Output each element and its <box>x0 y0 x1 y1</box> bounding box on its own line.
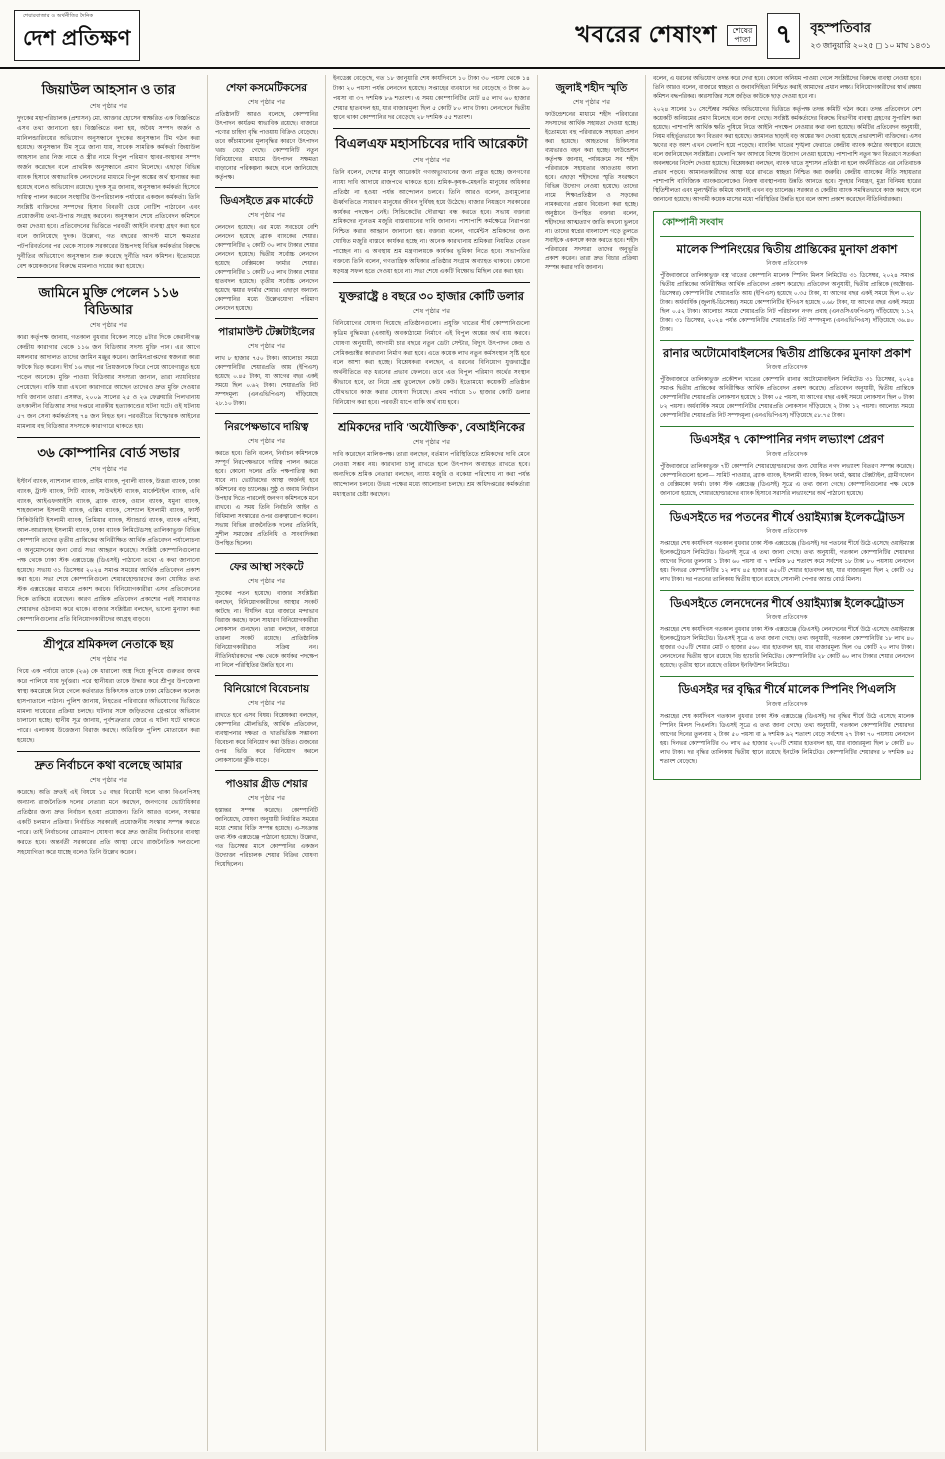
divider <box>660 676 914 677</box>
column-2 <box>208 75 326 1451</box>
divider <box>660 590 914 591</box>
article-body: করতে হবে। তিনি বলেন, নির্বাচন কমিশনকে সম্পূর্ণ নিরপেক্ষভাবে দায়িত্ব পালন করতে হবে। কোনো দলের প্রতি পক্ষপাতিত্ব করা যাবে না। ভোটারদের আস্থা অর্জনই হবে কমিশনের বড় চ্যালেঞ্জ। সুষ্ঠু ও অবাধ নির্বাচন উপহার দিতে পারলেই জনগণ কমিশনকে মনে রাখবে। এ সময় তিনি নির্বাচনি আইন ও বিধিমালা সংস্কারের ওপর গুরুত্বারোপ করেন। সভায় বিভিন্ন রাজনৈতিক দলের প্রতিনিধি, সুশীল সমাজের প্রতিনিধি ও সাংবাদিকরা উপস্থিত ছিলেন। <box>215 451 318 547</box>
article-byline: শেষ পৃষ্ঠার পর <box>89 102 128 110</box>
article-body: দুদকের মহাপরিচালক (প্রশাসন) মো. আক্তার হোসেন স্বাক্ষরিত এক বিজ্ঞপ্তিতে এসব তথ্য জানানো হয়। বিজ্ঞপ্তিতে বলা হয়, অবৈধ সম্পদ অর্জন ও মানিলন্ডারিংয়ের অভিযোগ অনুসন্ধানে দুদকের অনুসন্ধান টিম গঠন করা হয়েছে। অনুসন্ধান টিম সূত্রে জানা যায়, সাবেক সামরিক কর্মকর্তা জিয়াউল আহসান তার নিজ নামে ও স্ত্রীর নামে বিপুল পরিমাণ স্থাবর-অস্থাবর সম্পদ অর্জন করেছেন বলে প্রাথমিক অনুসন্ধানে প্রমাণ মিলেছে। এছাড়া বিভিন্ন ব্যাংক হিসাবে অস্বাভাবিক লেনদেনের মাধ্যমে বিপুল অঙ্কের অর্থ স্থানান্তর করা হয়েছে বলেও অভিযোগ রয়েছে। দুদক সূত্র জানায়, অনুসন্ধান কর্মকর্তা হিসেবে দায়িত্ব পালন করবেন সংস্থাটির উপপরিচালক পর্যায়ের একজন কর্মকর্তা। তিনি সংশ্লিষ্ট ব্যক্তিদের সম্পদের হিসাব বিবরণী চেয়ে নোটিশ পাঠাবেন এবং প্রয়োজনীয় তথ্য-উপাত্ত সংগ্রহ করবেন। অনুসন্ধান শেষে প্রতিবেদন কমিশনে জমা দেওয়া হবে। প্রতিবেদনের ভিত্তিতে পরবর্তী আইনি ব্যবস্থা গ্রহণ করা হবে বলে জানিয়েছে দুদক। উল্লেখ্য, গত বছরের আগস্ট মাসে ক্ষমতার পটপরিবর্তনের পর থেকে সাবেক সরকারের উচ্চপদস্থ বিভিন্ন কর্মকর্তার বিরুদ্ধে দুর্নীতির অভিযোগে অনুসন্ধান শুরু করেছে দুর্নীতি দমন কমিশন। ইতোমধ্যে বেশ কয়েকজনের বিরুদ্ধে মামলাও দায়ের করা হয়েছে। <box>17 115 200 270</box>
divider <box>333 282 530 283</box>
divider <box>660 236 914 237</box>
article-headline: ৩৬ কোম্পানির বোর্ড সভার <box>37 444 180 460</box>
publication-date: ২৩ জানুয়ারি ২০২৫ ◻ ১০ মাঘ ১৪৩১ <box>810 40 931 50</box>
newspaper-logo[interactable] <box>14 10 140 61</box>
article-byline: শেষ পৃষ্ঠার পর <box>89 656 128 664</box>
date-block <box>810 19 931 53</box>
section-title: খবরের শেষাংশ <box>575 22 718 47</box>
article-headline: দ্রুত নির্বাচনে কথা বলেছে আমার <box>34 759 183 772</box>
article-byline: শেষ পৃষ্ঠার পর <box>247 99 286 107</box>
article-body: রাখতে হবে এসব বিষয়। বিশ্লেষকরা বলছেন, কোম্পানির মৌলভিত্তি, আর্থিক প্রতিবেদন, ব্যবস্থাপনার দক্ষতা ও খাতভিত্তিক সম্ভাবনা বিবেচনা করে বিনিয়োগ করা উচিত। গুজবের ওপর ভিত্তি করে বিনিয়োগ করলে লোকসানের ঝুঁকি বাড়ে। <box>215 713 318 764</box>
article-byline: শেষ পৃষ্ঠার পর <box>89 465 128 473</box>
article-byline: শেষ পৃষ্ঠার পর <box>412 439 451 447</box>
article-headline: জিয়াউল আহসান ও তার <box>41 82 176 97</box>
company-body: সপ্তাহের শেষ কার্যদিবস গতকাল বুধবার ঢাকা স্টক এক্সচেঞ্জে (ডিএসই) দর বৃদ্ধির শীর্ষে উঠে এসেছে মালেক স্পিনিং মিলস পিএলসি। ডিএসই সূত্রে এ তথ্য জানা গেছে। তথ্য অনুযায়ী, গতকাল কোম্পানিটির শেয়ারদর আগের দিনের তুলনায় ২ টাকা ৫০ পয়সা বা ৯ দশমিক ৯২ শতাংশ বেড়ে সর্বশেষ ২৭ টাকা ৭০ পয়সায় লেনদেন হয়। দিনভর কোম্পানিটির ৩০ লাখ ৬৫ হাজার ২০০টি শেয়ার হাতবদল হয়, যার বাজারমূল্য ছিল ৮ কোটি ৪০ লাখ টাকা। দর বৃদ্ধির তালিকায় দ্বিতীয় স্থানে রয়েছে ইনটেক লিমিটেড। কোম্পানিটির শেয়ারদর ৮ দশমিক ৪৫ শতাংশ বেড়েছে। <box>660 713 914 765</box>
company-byline: নিজস্ব প্রতিবেদক <box>766 529 808 536</box>
article-headline: নিরপেক্ষভাবে দায়িত্ব <box>224 422 309 433</box>
divider <box>333 413 530 414</box>
badge-line1: শেষের <box>732 25 753 35</box>
article-body: তিনি বলেন, দেশের মানুষ আরেকটা গণঅভ্যুত্থানের জন্য প্রস্তুত হচ্ছে। জনগণের ন্যায্য দাবি আদায়ে রাজপথে থাকতে হবে। শ্রমিক-কৃষক-মেহনতি মানুষের অধিকার প্রতিষ্ঠা না হওয়া পর্যন্ত আন্দোলন চলবে। তিনি আরও বলেন, দ্রব্যমূল্যের ঊর্ধ্বগতিতে সাধারণ মানুষের জীবন দুর্বিষহ হয়ে উঠেছে। বাজার নিয়ন্ত্রণে সরকারের কার্যকর পদক্ষেপ নেই। সিন্ডিকেটের দৌরাত্ম্য বন্ধ করতে হবে। সভায় বক্তারা শ্রমিকদের ন্যূনতম মজুরি বাস্তবায়নের দাবি জানান। পাশাপাশি কর্মক্ষেত্রে নিরাপত্তা নিশ্চিত করার আহ্বান জানানো হয়। বক্তারা বলেন, গার্মেন্টস শ্রমিকদের জন্য ঘোষিত মজুরি বাস্তবে কার্যকর হচ্ছে না। অনেক কারখানায় শ্রমিকরা নিয়মিত বেতন পাচ্ছেন না। এ অবস্থায় শ্রম মন্ত্রণালয়কে কার্যকর ভূমিকা নিতে হবে। সভাপতির বক্তব্যে তিনি বলেন, গণতান্ত্রিক অধিকার প্রতিষ্ঠার সংগ্রাম অব্যাহত থাকবে। কোনো ষড়যন্ত্র সফল হতে দেওয়া হবে না। সভা শেষে একটি বিক্ষোভ মিছিল বের করা হয়। <box>333 170 530 275</box>
badge-line2: পাতা <box>734 34 751 44</box>
article-byline: শেষ পৃষ্ঠার পর <box>89 322 128 330</box>
article-body: ২০২৪ সালের ১০ সেপ্টেম্বর সমন্বিত অভিযোগের ভিত্তিতে কর্তৃপক্ষ তদন্ত কমিটি গঠন করে। তদন্ত প্রতিবেদনে বেশ কয়েকটি অনিয়মের প্রমাণ মিলেছে বলে জানা গেছে। সংশ্লিষ্ট কর্মকর্তাদের বিরুদ্ধে বিভাগীয় ব্যবস্থা গ্রহণের সুপারিশ করা হয়েছে। পাশাপাশি আর্থিক ক্ষতি পুষিয়ে নিতে আইনি পদক্ষেপ নেওয়ার কথা বলা হয়েছে। কমিটির প্রতিবেদন অনুযায়ী, নিয়ম বহির্ভূতভাবে ঋণ বিতরণ করা হয়েছে। জামানত ছাড়াই বড় অঙ্কের ঋণ দেওয়া হয়েছে প্রভাবশালী ব্যক্তিদের। এসব ঋণের বড় অংশ এখন খেলাপি হয়ে পড়েছে। ব্যাংকিং খাতের শৃঙ্খলা ফেরাতে কেন্দ্রীয় ব্যাংক কঠোর অবস্থানে রয়েছে বলে জানিয়েছেন সংশ্লিষ্টরা। খেলাপি ঋণ আদায়ে বিশেষ উদ্যোগ নেওয়া হয়েছে। পাশাপাশি নতুন ঋণ বিতরণে সতর্কতা অবলম্বনের নির্দেশ দেওয়া হয়েছে। বিশ্লেষকরা বলছেন, ব্যাংক খাতে সুশাসন প্রতিষ্ঠা না হলে অর্থনীতিতে এর নেতিবাচক প্রভাব পড়বে। আমানতকারীদের আস্থা ধরে রাখতে স্বচ্ছতা নিশ্চিত করা জরুরি। কেন্দ্রীয় ব্যাংকের নীতি সহায়তার পাশাপাশি বাণিজ্যিক ব্যাংকগুলোকেও নিজস্ব ব্যবস্থাপনায় উন্নতি আনতে হবে। সুদহার নিয়ন্ত্রণ, মুদ্রা বিনিময় হারের স্থিতিশীলতা এবং মূল্যস্ফীতি কমিয়ে আনাই এখন বড় চ্যালেঞ্জ। সরকার ও কেন্দ্রীয় ব্যাংক সমন্বিতভাবে কাজ করছে বলে জানানো হয়েছে। আগামী কয়েক মাসের মধ্যে পরিস্থিতির উন্নতি হবে বলে আশা প্রকাশ করেছেন নীতিনির্ধারকরা। <box>653 106 921 203</box>
divider <box>17 437 200 438</box>
column-4 <box>538 75 646 1451</box>
article-body: প্রতিষ্ঠানটি আরও বলেছে, কোম্পানির উৎপাদন কার্যক্রম স্বাভাবিক রয়েছে। বাজারে পণ্যের চাহিদা বৃদ্ধি পাওয়ায় বিক্রিও বেড়েছে। তবে কাঁচামালের মূল্যবৃদ্ধির কারণে উৎপাদন খরচ বেড়ে গেছে। কোম্পানিটি নতুন বিনিয়োগের মাধ্যমে উৎপাদন সক্ষমতা বাড়ানোর পরিকল্পনা করছে বলে জানিয়েছে কর্তৃপক্ষ। <box>215 112 318 182</box>
article-body: হস্তান্তর সম্পন্ন করেছে। কোম্পানিটি জানিয়েছে, ঘোষণা অনুযায়ী নির্ধারিত সময়ের মধ্যে শেয়ার বিক্রি সম্পন্ন হয়েছে। এ-সংক্রান্ত তথ্য স্টক এক্সচেঞ্জে পাঠানো হয়েছে। উল্লেখ্য, গত ডিসেম্বর মাসে কোম্পানির একজন উদ্যোক্তা পরিচালক শেয়ার বিক্রির ঘোষণা দিয়েছিলেন। <box>215 808 318 868</box>
company-headline: ডিএসইর দর বৃদ্ধির শীর্ষে মালেক স্পিনিং পিএলসি <box>678 684 896 697</box>
company-headline: ডিএসইতে দর পতনের শীর্ষে ওয়াইম্যাক্স ইলেকট্রোডস <box>669 511 905 524</box>
company-body: সপ্তাহের শেষ কার্যদিবস গতকাল বুধবার ঢাকা স্টক এক্সচেঞ্জে (ডিএসই) দর পতনের শীর্ষে উঠে এসেছে ওয়াইম্যাক্স ইলেকট্রোডস লিমিটেড। ডিএসই সূত্রে এ তথ্য জানা গেছে। তথ্য অনুযায়ী, গতকাল কোম্পানিটির শেয়ারদর আগের দিনের তুলনায় ১ টাকা ৬০ পয়সা বা ৭ দশমিক ৮৫ শতাংশ কমে সর্বশেষ ১৮ টাকা ৮০ পয়সায় লেনদেন হয়। দিনভর কোম্পানিটির ১২ লাখ ৪৫ হাজার ৬৫০টি শেয়ার হাতবদল হয়, যার বাজারমূল্য ছিল ২ কোটি ৩৫ লাখ টাকা। দর পতনের তালিকায় দ্বিতীয় স্থানে রয়েছে সোনালী পেপার অ্যান্ড বোর্ড মিলস। <box>660 541 914 583</box>
article-headline: পারামাউন্ট টেক্সটাইলের <box>218 326 315 338</box>
column-3 <box>326 75 538 1451</box>
company-byline: নিজস্ব প্রতিবেদক <box>766 701 808 708</box>
article-body: ইস্টার্ন ব্যাংক, ন্যাশনাল ব্যাংক, প্রাইম ব্যাংক, পূবালী ব্যাংক, উত্তরা ব্যাংক, ঢাকা ব্যাংক, ট্রাস্ট ব্যাংক, সিটি ব্যাংক, সাউথইস্ট ব্যাংক, মার্কেন্টাইল ব্যাংক, এবি ব্যাংক, আইএফআইসি ব্যাংক, ব্র্যাক ব্যাংক, ওয়ান ব্যাংক, যমুনা ব্যাংক, শাহজালাল ইসলামী ব্যাংক, এক্সিম ব্যাংক, সোশ্যাল ইসলামী ব্যাংক, ফার্স্ট সিকিউরিটি ইসলামী ব্যাংক, প্রিমিয়ার ব্যাংক, স্ট্যান্ডার্ড ব্যাংক, ব্যাংক এশিয়া, আল-আরাফাহ ইসলামী ব্যাংক, ঢাকা ব্যাংক লিমিটেডসহ তালিকাভুক্ত বিভিন্ন কোম্পানি তাদের তৃতীয় প্রান্তিকের অনিরীক্ষিত আর্থিক প্রতিবেদন পর্যালোচনা ও অনুমোদনের জন্য বোর্ড সভা আহ্বান করেছে। সংশ্লিষ্ট কোম্পানিগুলোর পক্ষ থেকে ঢাকা স্টক এক্সচেঞ্জে (ডিএসই) পাঠানো তথ্যে এ কথা জানানো হয়েছে। সভায় ৩১ ডিসেম্বর ২০২৪ সমাপ্ত সময়ের আর্থিক প্রতিবেদন প্রকাশ করা হবে। সভা শেষে কোম্পানিগুলো শেয়ারহোল্ডারদের জন্য ঘোষিত তথ্য স্টক এক্সচেঞ্জের মাধ্যমে প্রকাশ করবে। বিনিয়োগকারীরা এসব প্রতিবেদনের দিকে তাকিয়ে রয়েছেন। কারণ প্রান্তিক প্রতিবেদন প্রকাশের পরই সাধারণত শেয়ারদর ওঠানামা করে থাকে। বাজার সংশ্লিষ্টরা বলছেন, ভালো মুনাফা করা কোম্পানিগুলোর প্রতি বিনিয়োগকারীদের আগ্রহ বাড়বে। <box>17 478 200 623</box>
article-body: লেনদেন হয়েছে। এর মধ্যে সবচেয়ে বেশি লেনদেন হয়েছে ব্র্যাক ব্যাংকের শেয়ার। কোম্পানিটির ২ কোটি ৩০ লাখ টাকার শেয়ার লেনদেন হয়েছে। দ্বিতীয় সর্বোচ্চ লেনদেন হয়েছে বেক্সিমকো ফার্মার শেয়ার। কোম্পানিটির ১ কোটি ৮৫ লাখ টাকার শেয়ার হাতবদল হয়েছে। তৃতীয় সর্বোচ্চ লেনদেন হয়েছে স্কয়ার ফার্মার শেয়ার। এছাড়া অন্যান্য কোম্পানির মধ্যে উল্লেখযোগ্য পরিমাণ লেনদেন হয়েছে। <box>215 225 318 312</box>
article-body: বলেন, এ ধরনের অভিযোগ তদন্ত করে দেখা হবে। কোনো অনিয়ম পাওয়া গেলে সংশ্লিষ্টদের বিরুদ্ধে ব্যবস্থা নেওয়া হবে। তিনি আরও বলেন, বাজারে স্বচ্ছতা ও জবাবদিহিতা নিশ্চিত করাই আমাদের প্রধান লক্ষ্য। বিনিয়োগকারীদের স্বার্থ রক্ষায় কমিশন বদ্ধপরিকর। কারসাজির সঙ্গে জড়িত কাউকে ছাড় দেওয়া হবে না। <box>653 76 921 100</box>
divider <box>215 553 318 554</box>
article-body: ইনডেক্স বেড়েছে, গত ১৮ জানুয়ারি শেষ কার্যদিবসে ১০ টাকা ৩০ পয়সা থেকে ১৪ টাকা ২০ পয়সা পর্যন্ত লেনদেন হয়েছে। সপ্তাহের ব্যবধানে দর বেড়েছে ৩ টাকা ৯০ পয়সা বা ৩৭ দশমিক ৮৬ শতাংশ। এ সময় কোম্পানিটির মোট ৪৫ লাখ ৬০ হাজার শেয়ার হাতবদল হয়, যার বাজারমূল্য ছিল ৫ কোটি ৮০ লাখ টাকা। লেনদেনে দ্বিতীয় স্থানে থাকা কোম্পানির দর বেড়েছে ২৮ দশমিক ৫৫ শতাংশ। <box>333 76 530 122</box>
masthead-right <box>575 13 931 59</box>
article-headline: শ্রীপুরে শ্রমিকদল নেতাকে ছয় <box>43 638 174 651</box>
article-byline: শেষ পৃষ্ঠার পর <box>412 157 451 165</box>
company-body: পুঁজিবাজারে তালিকাভুক্ত বস্ত্র খাতের কোম্পানি মালেক স্পিনিং মিলস লিমিটেড ৩১ ডিসেম্বর, ২০২৪ সমাপ্ত দ্বিতীয় প্রান্তিকের অনিরীক্ষিত আর্থিক প্রতিবেদন প্রকাশ করেছে। প্রতিবেদন অনুযায়ী, দ্বিতীয় প্রান্তিকে (অক্টোবর-ডিসেম্বর) কোম্পানিটির শেয়ারপ্রতি আয় (ইপিএস) হয়েছে ০.৩৫ টাকা, যা আগের বছর একই সময়ে ছিল ০.২৮ টাকা। অর্ধবার্ষিক (জুলাই-ডিসেম্বর) সময়ে কোম্পানিটির ইপিএস হয়েছে ০.৬৮ টাকা, যা আগের বছর একই সময়ে ছিল ০.৫২ টাকা। আলোচ্য সময়ে শেয়ারপ্রতি নিট পরিচালন নগদ প্রবাহ (এনওসিএফপিএস) দাঁড়িয়েছে ১.১২ টাকা। ৩১ ডিসেম্বর, ২০২৪ পর্যন্ত কোম্পানিটির শেয়ারপ্রতি নিট সম্পদমূল্য (এনএভিপিএস) দাঁড়িয়েছে ৩৬.৪০ টাকা। <box>660 273 914 334</box>
article-body: কারা কর্তৃপক্ষ জানায়, গতকাল বুধবার বিকেল সাড়ে ৪টার দিকে কেরানীগঞ্জ কেন্দ্রীয় কারাগার থেকে ১১৬ জন বিডিআর সদস্য মুক্তি পান। এর আগে মঙ্গলবার আদালত তাদের জামিন মঞ্জুর করেন। জামিনপ্রাপ্তদের স্বজনরা কারা ফটকে ভিড় করেন। দীর্ঘ ১৬ বছর পর প্রিয়জনকে ফিরে পেয়ে আবেগাপ্লুত হয়ে পড়েন অনেকে। মুক্তি পাওয়া বিডিআর সদস্যরা জানান, তারা ন্যায়বিচার পেয়েছেন। বাকি যারা এখনো কারাগারে আছেন তাদেরও দ্রুত মুক্তি দেওয়ার দাবি জানান তারা। প্রসঙ্গত, ২০০৯ সালের ২৫ ও ২৬ ফেব্রুয়ারি পিলখানায় তৎকালীন বিডিআর সদর দপ্তরে নারকীয় হত্যাকাণ্ডের ঘটনা ঘটে। ওই ঘটনায় ৫৭ জন সেনা কর্মকর্তাসহ ৭৪ জন নিহত হন। পরবর্তীতে বিস্ফোরক আইনের মামলায় বহু বিডিআর সদস্যকে কারাগারে থাকতে হয়। <box>17 335 200 431</box>
article-headline: বিএলএফ মহাসচিবের দাবি আরেকটা <box>335 136 528 152</box>
logo-tagline: শেয়ারবাজার ও অর্থনীতির দৈনিক <box>23 14 94 19</box>
article-headline: জুলাই শহীদ স্মৃতি <box>555 83 628 94</box>
divider <box>215 187 318 188</box>
divider <box>215 413 318 414</box>
article-body: দাবি করেছেন মালিকপক্ষ। তারা বলছেন, বর্তমান পরিস্থিতিতে শ্রমিকদের দাবি মেনে নেওয়া সম্ভব নয়। কারখানা চালু রাখতে হলে উৎপাদন অব্যাহত রাখতে হবে। অন্যদিকে শ্রমিক নেতারা বলছেন, ন্যায্য মজুরি ও বকেয়া পরিশোধ না করা পর্যন্ত আন্দোলন চলবে। উভয় পক্ষের মধ্যে আলোচনা চলছে। শ্রম অধিদপ্তরের কর্মকর্তারা মধ্যস্থতার চেষ্টা করছেন। <box>333 452 530 498</box>
company-headline: ডিএসইতে লেনদেনের শীর্ষে ওয়াইম্যাক্স ইলেকট্রোডস <box>670 597 904 610</box>
article-body: বিনিয়োগের ঘোষণা দিয়েছে প্রতিষ্ঠানগুলো। প্রযুক্তি খাতের শীর্ষ কোম্পানিগুলো কৃত্রিম বুদ্ধিমত্তা (এআই) অবকাঠামো নির্মাণে এই বিপুল অঙ্কের অর্থ ব্যয় করবে। ঘোষণা অনুযায়ী, আগামী চার বছরে নতুন ডেটা সেন্টার, বিদ্যুৎ উৎপাদন কেন্দ্র ও সেমিকন্ডাক্টর কারখানা নির্মাণ করা হবে। এতে কয়েক লাখ নতুন কর্মসংস্থান সৃষ্টি হবে বলে আশা করা হচ্ছে। বিশ্লেষকরা বলছেন, এ ধরনের বিনিয়োগ যুক্তরাষ্ট্রের অর্থনীতিতে বড় ধরনের প্রভাব ফেলবে। তবে এত বিপুল পরিমাণ অর্থের সংস্থান কীভাবে হবে, তা নিয়ে প্রশ্ন তুলেছেন কেউ কেউ। ইতোমধ্যে কয়েকটি প্রতিষ্ঠান যৌথভাবে কাজ করার ঘোষণা দিয়েছে। প্রথম পর্যায়ে ১০ হাজার কোটি ডলার বিনিয়োগ করা হবে। পরবর্তী ধাপে বাকি অর্থ ব্যয় হবে। <box>333 321 530 406</box>
article-byline: শেষ পৃষ্ঠার পর <box>247 343 286 351</box>
article-body: করেছে। অতি দ্রুতই এই বিষয়ে ১৫ বছর বিরোধী দলে থাকা বিএনপিসহ অন্যান্য রাজনৈতিক দলের নেতারা মনে করছেন, জনগণের ভোটাধিকার প্রতিষ্ঠার জন্য দ্রুত নির্বাচন হওয়া প্রয়োজন। তিনি আরও বলেন, সংস্কার একটি চলমান প্রক্রিয়া। নির্বাচিত সরকারই প্রয়োজনীয় সংস্কার সম্পন্ন করতে পারে। তাই নির্বাচনের রোডম্যাপ ঘোষণা করে দ্রুত জাতীয় নির্বাচনের ব্যবস্থা করতে হবে। অন্তর্বর্তী সরকারের প্রতি আস্থা রেখে রাজনৈতিক দলগুলো সহযোগিতা করে যাচ্ছে বলেও তিনি উল্লেখ করেন। <box>17 790 200 856</box>
logo-title: দেশ প্রতিক্ষণ <box>23 26 131 50</box>
company-news-title: কোম্পানী সংবাদ <box>662 217 724 228</box>
divider <box>17 277 200 278</box>
article-byline: শেষ পৃষ্ঠার পর <box>247 578 286 586</box>
article-headline: শেফা কসমেটিকসের <box>225 83 308 94</box>
article-headline: জামিনে মুক্তি পেলেন ১১৬ বিডিআর <box>38 284 179 317</box>
masthead <box>0 0 945 69</box>
company-headline: ডিএসইর ৭ কোম্পানির নগদ লভ্যাংশ প্রেরণ <box>690 434 884 447</box>
divider <box>215 675 318 676</box>
article-byline: শেষ পৃষ্ঠার পর <box>412 308 451 315</box>
divider <box>17 630 200 631</box>
company-byline: নিজস্ব প্রতিবেদক <box>766 365 808 372</box>
divider <box>17 751 200 752</box>
article-byline: শেষ পৃষ্ঠার পর <box>247 212 286 220</box>
company-news-box <box>653 211 921 780</box>
article-body: সূচকের পতন হয়েছে। বাজার সংশ্লিষ্টরা বলছেন, বিনিয়োগকারীদের আস্থার সংকট কাটছে না। দীর্ঘদিন ধরে বাজারে মন্দাভাব বিরাজ করছে। ফলে সাধারণ বিনিয়োগকারীরা লোকসান গুনছেন। তারা বলছেন, বাজারে তারল্য সংকট রয়েছে। প্রাতিষ্ঠানিক বিনিয়োগকারীরাও সক্রিয় নন। নীতিনির্ধারকদের পক্ষ থেকে কার্যকর পদক্ষেপ না নিলে পরিস্থিতির উন্নতি হবে না। <box>215 591 318 669</box>
columns-container <box>0 69 945 1459</box>
article-headline: বিনিয়োগে বিবেচনায় <box>223 683 310 695</box>
company-byline: নিজস্ব প্রতিবেদক <box>766 451 808 458</box>
article-headline: যুক্তরাষ্ট্রে ৪ বছরে ৩০ হাজার কোটি ডলার <box>338 290 524 303</box>
divider <box>660 340 914 341</box>
divider <box>215 318 318 319</box>
company-headline: মালেক স্পিনিংয়ের দ্বিতীয় প্রান্তিকের মুনাফা প্রকাশ <box>676 243 898 256</box>
article-body: গিয়ে এক পর্যায়ে তাকে (২৬) কে ধারালো অস্ত্র দিয়ে কুপিয়ে গুরুতর জখম করে পালিয়ে যায় দুর্বৃত্তরা। পরে স্থানীয়রা তাকে উদ্ধার করে শ্রীপুর উপজেলা স্বাস্থ্য কমপ্লেক্সে নিয়ে গেলে কর্তব্যরত চিকিৎসক তাকে ঢাকা মেডিকেল কলেজ হাসপাতালে পাঠান। পুলিশ জানায়, নিহতের পরিবারের অভিযোগের ভিত্তিতে মামলা দায়েরের প্রক্রিয়া চলছে। ঘটনার সঙ্গে জড়িতদের গ্রেপ্তারে অভিযান চালানো হচ্ছে। স্থানীয় সূত্র জানায়, পূর্বশত্রুতার জেরে এ ঘটনা ঘটে থাকতে পারে। এলাকায় উত্তেজনা বিরাজ করছে। অতিরিক্ত পুলিশ মোতায়েন করা হয়েছে। <box>17 669 200 745</box>
article-headline: পাওয়ার গ্রীড শেয়ার <box>225 778 308 790</box>
divider <box>215 770 318 771</box>
article-byline: শেষ পৃষ্ঠার পর <box>247 700 286 708</box>
article-headline: শ্রমিকদের দাবি 'অযৌক্তিক', বেআইনিকের <box>338 421 525 434</box>
article-body: ফাউন্ডেশনের মাধ্যমে শহীদ পরিবারের সদস্যদের আর্থিক সহায়তা দেওয়া হচ্ছে। ইতোমধ্যে বহু পরিবারকে সহায়তা প্রদান করা হয়েছে। আহতদের চিকিৎসার ব্যয়ভারও বহন করা হচ্ছে। ফাউন্ডেশন কর্তৃপক্ষ জানায়, পর্যায়ক্রমে সব শহীদ পরিবারকে সহায়তার আওতায় আনা হবে। এছাড়া শহীদদের স্মৃতি সংরক্ষণে বিভিন্ন উদ্যোগ নেওয়া হয়েছে। তাদের নামে শিক্ষাপ্রতিষ্ঠান ও সড়কের নামকরণের প্রস্তাব বিবেচনা করা হচ্ছে। অনুষ্ঠানে উপস্থিত বক্তারা বলেন, শহীদদের আত্মত্যাগ জাতি কখনো ভুলবে না। তাদের স্বপ্নের বাংলাদেশ গড়ে তুলতে সবাইকে একসঙ্গে কাজ করতে হবে। শহীদ পরিবারের সদস্যরা তাদের অনুভূতি প্রকাশ করেন। তারা দ্রুত বিচার প্রক্রিয়া সম্পন্ন করার দাবি জানান। <box>545 112 638 271</box>
divider <box>333 128 530 129</box>
page-number: ৭ <box>767 13 800 59</box>
company-body: পুঁজিবাজারে তালিকাভুক্ত ৭টি কোম্পানি শেয়ারহোল্ডারদের জন্য ঘোষিত নগদ লভ্যাংশ বিতরণ সম্পন্ন করেছে। কোম্পানিগুলো হলো— সামিট পাওয়ার, ব্র্যাক ব্যাংক, ইসলামী ব্যাংক, বিকন ফার্মা, স্কয়ার টেক্সটাইল, গ্রামীণফোন ও বেক্সিমকো ফার্মা। ঢাকা স্টক এক্সচেঞ্জ (ডিএসই) সূত্রে এ তথ্য জানা গেছে। কোম্পানিগুলোর পক্ষ থেকে জানানো হয়েছে, শেয়ারহোল্ডারদের ব্যাংক হিসাবে সরাসরি লভ্যাংশের অর্থ পাঠানো হয়েছে। <box>660 463 914 497</box>
column-1 <box>10 75 208 1451</box>
article-body: লাখ ৮ হাজার ৭৫০ টাকা। আলোচ্য সময়ে কোম্পানিটির শেয়ারপ্রতি আয় (ইপিএস) হয়েছে ০.৪৫ টাকা, যা আগের বছর একই সময়ে ছিল ০.৬২ টাকা। শেয়ারপ্রতি নিট সম্পদমূল্য (এনএভিপিএস) দাঁড়িয়েছে ২৮.১০ টাকা। <box>215 356 318 408</box>
company-byline: নিজস্ব প্রতিবেদক <box>766 615 808 622</box>
company-body: পুঁজিবাজারে তালিকাভুক্ত প্রকৌশল খাতের কোম্পানি রানার অটোমোবাইলস লিমিটেড ৩১ ডিসেম্বর, ২০২৪ সমাপ্ত দ্বিতীয় প্রান্তিকের অনিরীক্ষিত আর্থিক প্রতিবেদন প্রকাশ করেছে। প্রতিবেদন অনুযায়ী, দ্বিতীয় প্রান্তিকে কোম্পানিটির শেয়ারপ্রতি লোকসান হয়েছে ১ টাকা ০৫ পয়সা, যা আগের বছর একই সময়ে লোকসান ছিল ০ টাকা ৮২ পয়সা। অর্ধবার্ষিক সময়ে কোম্পানিটির শেয়ারপ্রতি লোকসান দাঁড়িয়েছে ২ টাকা ১২ পয়সা। আলোচ্য সময়ে কোম্পানিটির শেয়ারপ্রতি নিট সম্পদমূল্য (এনএভিপিএস) দাঁড়িয়েছে ৫৮.৭৫ টাকা। <box>660 377 914 420</box>
article-byline: শেষ পৃষ্ঠার পর <box>89 777 128 785</box>
company-body: সপ্তাহের শেষ কার্যদিবস গতকাল বুধবার ঢাকা স্টক এক্সচেঞ্জে (ডিএসই) লেনদেনের শীর্ষে উঠে এসেছে ওয়াইম্যাক্স ইলেকট্রোডস লিমিটেড। ডিএসই সূত্রে এ তথ্য জানা গেছে। তথ্য অনুযায়ী, গতকাল কোম্পানিটির ১৮ লাখ ৪০ হাজার ৩৫০টি শেয়ার মোট ৩ হাজার ৫৬০ বার হাতবদল হয়, যার বাজারমূল্য ছিল ৩৪ কোটি ২০ লাখ টাকা। লেনদেনের দ্বিতীয় স্থানে রয়েছে বিচ হ্যাচারি লিমিটেড। কোম্পানিটির ২৮ কোটি ৬০ লাখ টাকার শেয়ার লেনদেন হয়েছে। তৃতীয় স্থানে রয়েছে ওরিয়ন ইনফিউশন লিমিটেড। <box>660 627 914 670</box>
article-byline: শেষ পৃষ্ঠার পর <box>247 795 286 803</box>
company-headline: রানার অটোমোবাইলসের দ্বিতীয় প্রান্তিকের মুনাফা প্রকাশ <box>663 348 911 361</box>
page-badge <box>727 25 757 47</box>
article-headline: ডিএসইতে ব্লক মার্কেটে <box>220 196 313 207</box>
article-byline: শেষ পৃষ্ঠার পর <box>572 99 611 107</box>
divider <box>660 426 914 427</box>
article-headline: ফের আস্থা সংকটে <box>229 561 304 573</box>
weekday: বৃহস্পতিবার <box>810 19 871 35</box>
company-byline: নিজস্ব প্রতিবেদক <box>766 261 808 268</box>
column-5 <box>646 75 928 1451</box>
divider <box>660 504 914 505</box>
article-byline: শেষ পৃষ্ঠার পর <box>247 438 286 446</box>
